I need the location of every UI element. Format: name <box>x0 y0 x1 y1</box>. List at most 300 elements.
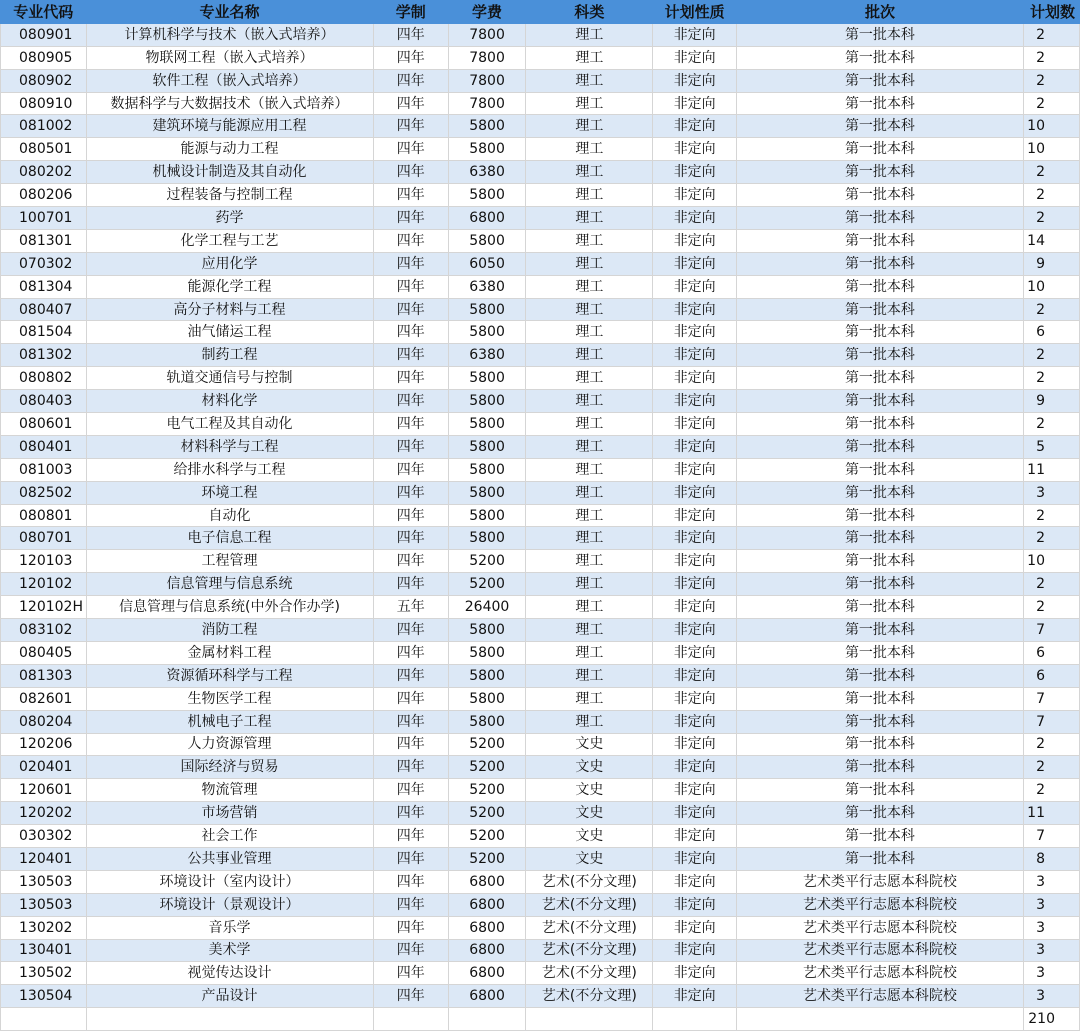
plan-count-cell: 6 <box>1023 641 1079 664</box>
plan-type-cell: 非定向 <box>653 504 736 527</box>
major-code-cell: 130503 <box>1 870 87 893</box>
plan-count-cell: 2 <box>1023 733 1079 756</box>
duration-cell: 四年 <box>373 962 448 985</box>
empty-cell <box>448 1008 525 1031</box>
table-row <box>1 893 1080 916</box>
category-cell: 理工 <box>526 664 653 687</box>
plan-count-cell: 2 <box>1023 92 1079 115</box>
plan-count-cell: 3 <box>1023 916 1079 939</box>
duration-cell: 四年 <box>373 779 448 802</box>
table-row <box>1 641 1080 664</box>
major-name-cell: 资源循环科学与工程 <box>86 664 373 687</box>
tuition-cell: 7800 <box>448 23 525 46</box>
batch-cell: 第一批本科 <box>736 641 1023 664</box>
major-code-cell: 080902 <box>1 69 87 92</box>
category-cell: 文史 <box>526 802 653 825</box>
duration-cell: 四年 <box>373 664 448 687</box>
major-code-cell: 082502 <box>1 481 87 504</box>
category-cell: 理工 <box>526 92 653 115</box>
batch-cell: 第一批本科 <box>736 344 1023 367</box>
batch-cell: 第一批本科 <box>736 504 1023 527</box>
plan-type-cell: 非定向 <box>653 596 736 619</box>
tuition-cell: 5200 <box>448 825 525 848</box>
major-code-cell: 081304 <box>1 275 87 298</box>
plan-type-cell: 非定向 <box>653 252 736 275</box>
duration-cell: 四年 <box>373 802 448 825</box>
tuition-cell: 5800 <box>448 413 525 436</box>
category-cell: 文史 <box>526 779 653 802</box>
table-row <box>1 435 1080 458</box>
category-cell: 理工 <box>526 710 653 733</box>
tuition-cell: 5800 <box>448 367 525 390</box>
plan-type-cell: 非定向 <box>653 847 736 870</box>
plan-count-cell: 11 <box>1023 802 1079 825</box>
plan-count-cell: 6 <box>1023 321 1079 344</box>
tuition-cell: 5800 <box>448 504 525 527</box>
major-name-cell: 油气储运工程 <box>86 321 373 344</box>
duration-cell: 四年 <box>373 550 448 573</box>
major-code-cell: 120102 <box>1 573 87 596</box>
major-code-cell: 080802 <box>1 367 87 390</box>
category-cell: 理工 <box>526 321 653 344</box>
major-code-cell: 130202 <box>1 916 87 939</box>
major-name-cell: 市场营销 <box>86 802 373 825</box>
batch-cell: 第一批本科 <box>736 46 1023 69</box>
plan-type-cell: 非定向 <box>653 870 736 893</box>
plan-type-cell: 非定向 <box>653 367 736 390</box>
batch-cell: 第一批本科 <box>736 138 1023 161</box>
plan-type-cell: 非定向 <box>653 687 736 710</box>
table-row <box>1 825 1080 848</box>
major-code-cell: 100701 <box>1 207 87 230</box>
plan-count-cell: 10 <box>1023 115 1079 138</box>
batch-cell: 第一批本科 <box>736 92 1023 115</box>
table-row <box>1 367 1080 390</box>
category-cell: 艺术(不分文理) <box>526 870 653 893</box>
major-code-cell: 120601 <box>1 779 87 802</box>
major-name-cell: 轨道交通信号与控制 <box>86 367 373 390</box>
plan-type-cell: 非定向 <box>653 825 736 848</box>
tuition-cell: 5800 <box>448 115 525 138</box>
plan-count-cell: 2 <box>1023 184 1079 207</box>
batch-cell: 第一批本科 <box>736 527 1023 550</box>
tuition-cell: 5800 <box>448 229 525 252</box>
category-cell: 理工 <box>526 46 653 69</box>
major-code-cell: 080202 <box>1 161 87 184</box>
tuition-cell: 5800 <box>448 641 525 664</box>
table-row <box>1 870 1080 893</box>
tuition-cell: 7800 <box>448 69 525 92</box>
major-name-cell: 信息管理与信息系统(中外合作办学) <box>86 596 373 619</box>
plan-count-cell: 2 <box>1023 527 1079 550</box>
category-cell: 文史 <box>526 756 653 779</box>
major-code-cell: 081302 <box>1 344 87 367</box>
plan-type-cell: 非定向 <box>653 527 736 550</box>
duration-cell: 四年 <box>373 985 448 1008</box>
major-code-cell: 080905 <box>1 46 87 69</box>
plan-count-cell: 3 <box>1023 939 1079 962</box>
category-cell: 理工 <box>526 367 653 390</box>
duration-cell: 四年 <box>373 825 448 848</box>
tuition-cell: 6380 <box>448 275 525 298</box>
tuition-cell: 5200 <box>448 550 525 573</box>
total-row <box>1 1008 1080 1031</box>
category-cell: 艺术(不分文理) <box>526 962 653 985</box>
batch-cell: 第一批本科 <box>736 69 1023 92</box>
tuition-cell: 5800 <box>448 298 525 321</box>
batch-cell: 第一批本科 <box>736 825 1023 848</box>
tuition-cell: 5200 <box>448 756 525 779</box>
batch-cell: 第一批本科 <box>736 390 1023 413</box>
plan-type-cell: 非定向 <box>653 435 736 458</box>
major-name-cell: 制药工程 <box>86 344 373 367</box>
major-code-cell: 120202 <box>1 802 87 825</box>
plan-count-cell: 10 <box>1023 138 1079 161</box>
duration-cell: 四年 <box>373 115 448 138</box>
plan-type-cell: 非定向 <box>653 779 736 802</box>
total-plan-count: 210 <box>1023 1008 1079 1031</box>
table-row <box>1 92 1080 115</box>
plan-type-cell: 非定向 <box>653 802 736 825</box>
batch-cell: 第一批本科 <box>736 413 1023 436</box>
batch-cell: 第一批本科 <box>736 733 1023 756</box>
major-name-cell: 给排水科学与工程 <box>86 458 373 481</box>
major-name-cell: 环境设计（室内设计） <box>86 870 373 893</box>
duration-cell: 四年 <box>373 893 448 916</box>
major-name-cell: 机械设计制造及其自动化 <box>86 161 373 184</box>
category-cell: 理工 <box>526 229 653 252</box>
major-name-cell: 数据科学与大数据技术（嵌入式培养） <box>86 92 373 115</box>
duration-cell: 四年 <box>373 481 448 504</box>
plan-count-cell: 7 <box>1023 619 1079 642</box>
table-row <box>1 413 1080 436</box>
plan-count-cell: 14 <box>1023 229 1079 252</box>
plan-count-cell: 2 <box>1023 756 1079 779</box>
major-code-cell: 020401 <box>1 756 87 779</box>
major-code-cell: 080403 <box>1 390 87 413</box>
plan-type-cell: 非定向 <box>653 184 736 207</box>
major-name-cell: 能源与动力工程 <box>86 138 373 161</box>
plan-count-cell: 3 <box>1023 481 1079 504</box>
empty-cell <box>86 1008 373 1031</box>
duration-cell: 四年 <box>373 184 448 207</box>
plan-count-cell: 3 <box>1023 893 1079 916</box>
duration-cell: 四年 <box>373 207 448 230</box>
batch-cell: 第一批本科 <box>736 573 1023 596</box>
major-name-cell: 人力资源管理 <box>86 733 373 756</box>
batch-cell: 艺术类平行志愿本科院校 <box>736 870 1023 893</box>
batch-cell: 第一批本科 <box>736 596 1023 619</box>
major-name-cell: 高分子材料与工程 <box>86 298 373 321</box>
tuition-cell: 5800 <box>448 527 525 550</box>
duration-cell: 四年 <box>373 367 448 390</box>
category-cell: 理工 <box>526 207 653 230</box>
batch-cell: 第一批本科 <box>736 481 1023 504</box>
table-row <box>1 619 1080 642</box>
duration-cell: 五年 <box>373 596 448 619</box>
duration-cell: 四年 <box>373 252 448 275</box>
plan-count-cell: 6 <box>1023 664 1079 687</box>
category-cell: 理工 <box>526 550 653 573</box>
plan-count-cell: 2 <box>1023 504 1079 527</box>
major-name-cell: 环境设计（景观设计） <box>86 893 373 916</box>
category-cell: 理工 <box>526 23 653 46</box>
category-cell: 理工 <box>526 641 653 664</box>
major-name-cell: 物流管理 <box>86 779 373 802</box>
plan-type-cell: 非定向 <box>653 664 736 687</box>
category-cell: 理工 <box>526 138 653 161</box>
tuition-cell: 5800 <box>448 710 525 733</box>
category-cell: 理工 <box>526 527 653 550</box>
plan-count-cell: 2 <box>1023 344 1079 367</box>
batch-cell: 艺术类平行志愿本科院校 <box>736 893 1023 916</box>
table-row <box>1 207 1080 230</box>
table-row <box>1 916 1080 939</box>
major-code-cell: 130401 <box>1 939 87 962</box>
tuition-cell: 6800 <box>448 916 525 939</box>
major-code-cell: 081301 <box>1 229 87 252</box>
header-plan-count: 计划数 <box>1023 1 1079 24</box>
header-major-code: 专业代码 <box>1 1 87 24</box>
plan-type-cell: 非定向 <box>653 641 736 664</box>
major-name-cell: 应用化学 <box>86 252 373 275</box>
major-name-cell: 工程管理 <box>86 550 373 573</box>
plan-count-cell: 11 <box>1023 458 1079 481</box>
duration-cell: 四年 <box>373 916 448 939</box>
plan-type-cell: 非定向 <box>653 458 736 481</box>
plan-count-cell: 2 <box>1023 23 1079 46</box>
major-code-cell: 080501 <box>1 138 87 161</box>
table-row <box>1 504 1080 527</box>
tuition-cell: 5800 <box>448 321 525 344</box>
major-name-cell: 社会工作 <box>86 825 373 848</box>
major-code-cell: 080206 <box>1 184 87 207</box>
plan-count-cell: 2 <box>1023 161 1079 184</box>
major-name-cell: 环境工程 <box>86 481 373 504</box>
header-plan-type: 计划性质 <box>653 1 736 24</box>
table-row <box>1 344 1080 367</box>
table-row <box>1 847 1080 870</box>
table-row <box>1 46 1080 69</box>
major-name-cell: 药学 <box>86 207 373 230</box>
tuition-cell: 5800 <box>448 458 525 481</box>
batch-cell: 第一批本科 <box>736 298 1023 321</box>
batch-cell: 艺术类平行志愿本科院校 <box>736 962 1023 985</box>
tuition-cell: 26400 <box>448 596 525 619</box>
major-name-cell: 消防工程 <box>86 619 373 642</box>
plan-count-cell: 7 <box>1023 825 1079 848</box>
duration-cell: 四年 <box>373 527 448 550</box>
batch-cell: 第一批本科 <box>736 802 1023 825</box>
major-code-cell: 120102H <box>1 596 87 619</box>
plan-type-cell: 非定向 <box>653 229 736 252</box>
batch-cell: 第一批本科 <box>736 664 1023 687</box>
duration-cell: 四年 <box>373 46 448 69</box>
major-name-cell: 生物医学工程 <box>86 687 373 710</box>
batch-cell: 第一批本科 <box>736 275 1023 298</box>
empty-cell <box>653 1008 736 1031</box>
duration-cell: 四年 <box>373 733 448 756</box>
tuition-cell: 6800 <box>448 893 525 916</box>
table-row <box>1 275 1080 298</box>
category-cell: 理工 <box>526 298 653 321</box>
major-name-cell: 建筑环境与能源应用工程 <box>86 115 373 138</box>
category-cell: 艺术(不分文理) <box>526 916 653 939</box>
header-tuition: 学费 <box>448 1 525 24</box>
tuition-cell: 5800 <box>448 664 525 687</box>
tuition-cell: 5200 <box>448 802 525 825</box>
tuition-cell: 5800 <box>448 687 525 710</box>
category-cell: 艺术(不分文理) <box>526 939 653 962</box>
batch-cell: 第一批本科 <box>736 115 1023 138</box>
plan-type-cell: 非定向 <box>653 344 736 367</box>
table-row <box>1 664 1080 687</box>
plan-type-cell: 非定向 <box>653 756 736 779</box>
table-row <box>1 985 1080 1008</box>
major-code-cell: 120206 <box>1 733 87 756</box>
tuition-cell: 7800 <box>448 92 525 115</box>
category-cell: 理工 <box>526 413 653 436</box>
table-row <box>1 458 1080 481</box>
plan-count-cell: 10 <box>1023 275 1079 298</box>
plan-type-cell: 非定向 <box>653 893 736 916</box>
table-row <box>1 710 1080 733</box>
tuition-cell: 6800 <box>448 870 525 893</box>
major-code-cell: 080801 <box>1 504 87 527</box>
duration-cell: 四年 <box>373 573 448 596</box>
major-code-cell: 120103 <box>1 550 87 573</box>
table-row <box>1 962 1080 985</box>
batch-cell: 第一批本科 <box>736 207 1023 230</box>
major-code-cell: 081504 <box>1 321 87 344</box>
major-name-cell: 物联网工程（嵌入式培养） <box>86 46 373 69</box>
category-cell: 理工 <box>526 275 653 298</box>
empty-cell <box>373 1008 448 1031</box>
category-cell: 艺术(不分文理) <box>526 893 653 916</box>
major-name-cell: 机械电子工程 <box>86 710 373 733</box>
plan-type-cell: 非定向 <box>653 573 736 596</box>
duration-cell: 四年 <box>373 390 448 413</box>
major-name-cell: 视觉传达设计 <box>86 962 373 985</box>
category-cell: 理工 <box>526 69 653 92</box>
table-row <box>1 252 1080 275</box>
plan-type-cell: 非定向 <box>653 138 736 161</box>
batch-cell: 第一批本科 <box>736 687 1023 710</box>
plan-count-cell: 2 <box>1023 207 1079 230</box>
tuition-cell: 5800 <box>448 390 525 413</box>
major-name-cell: 国际经济与贸易 <box>86 756 373 779</box>
plan-count-cell: 5 <box>1023 435 1079 458</box>
plan-type-cell: 非定向 <box>653 321 736 344</box>
category-cell: 理工 <box>526 115 653 138</box>
table-row <box>1 573 1080 596</box>
plan-count-cell: 2 <box>1023 779 1079 802</box>
duration-cell: 四年 <box>373 687 448 710</box>
major-name-cell: 软件工程（嵌入式培养） <box>86 69 373 92</box>
category-cell: 艺术(不分文理) <box>526 985 653 1008</box>
tuition-cell: 5200 <box>448 779 525 802</box>
table-row <box>1 779 1080 802</box>
tuition-cell: 7800 <box>448 46 525 69</box>
category-cell: 理工 <box>526 252 653 275</box>
category-cell: 理工 <box>526 344 653 367</box>
batch-cell: 第一批本科 <box>736 23 1023 46</box>
major-code-cell: 080204 <box>1 710 87 733</box>
duration-cell: 四年 <box>373 344 448 367</box>
tuition-cell: 6380 <box>448 161 525 184</box>
batch-cell: 第一批本科 <box>736 847 1023 870</box>
header-row <box>1 1 1080 24</box>
tuition-cell: 6800 <box>448 207 525 230</box>
major-code-cell: 080901 <box>1 23 87 46</box>
category-cell: 理工 <box>526 481 653 504</box>
plan-type-cell: 非定向 <box>653 69 736 92</box>
batch-cell: 第一批本科 <box>736 435 1023 458</box>
major-code-cell: 130503 <box>1 893 87 916</box>
major-code-cell: 070302 <box>1 252 87 275</box>
empty-cell <box>736 1008 1023 1031</box>
plan-type-cell: 非定向 <box>653 481 736 504</box>
table-row <box>1 138 1080 161</box>
batch-cell: 第一批本科 <box>736 252 1023 275</box>
batch-cell: 艺术类平行志愿本科院校 <box>736 916 1023 939</box>
duration-cell: 四年 <box>373 413 448 436</box>
batch-cell: 第一批本科 <box>736 756 1023 779</box>
table-row <box>1 687 1080 710</box>
duration-cell: 四年 <box>373 298 448 321</box>
batch-cell: 第一批本科 <box>736 321 1023 344</box>
duration-cell: 四年 <box>373 321 448 344</box>
plan-type-cell: 非定向 <box>653 413 736 436</box>
tuition-cell: 6800 <box>448 939 525 962</box>
plan-type-cell: 非定向 <box>653 550 736 573</box>
plan-type-cell: 非定向 <box>653 710 736 733</box>
category-cell: 文史 <box>526 825 653 848</box>
header-category: 科类 <box>526 1 653 24</box>
plan-type-cell: 非定向 <box>653 962 736 985</box>
plan-count-cell: 2 <box>1023 46 1079 69</box>
category-cell: 理工 <box>526 619 653 642</box>
major-name-cell: 材料化学 <box>86 390 373 413</box>
batch-cell: 艺术类平行志愿本科院校 <box>736 939 1023 962</box>
tuition-cell: 6380 <box>448 344 525 367</box>
table-row <box>1 390 1080 413</box>
table-row <box>1 69 1080 92</box>
table-row <box>1 229 1080 252</box>
major-code-cell: 030302 <box>1 825 87 848</box>
empty-cell <box>526 1008 653 1031</box>
major-name-cell: 电气工程及其自动化 <box>86 413 373 436</box>
category-cell: 理工 <box>526 390 653 413</box>
plan-count-cell: 8 <box>1023 847 1079 870</box>
duration-cell: 四年 <box>373 619 448 642</box>
table-row <box>1 184 1080 207</box>
plan-count-cell: 2 <box>1023 573 1079 596</box>
major-name-cell: 公共事业管理 <box>86 847 373 870</box>
table-row <box>1 115 1080 138</box>
duration-cell: 四年 <box>373 23 448 46</box>
plan-count-cell: 2 <box>1023 596 1079 619</box>
table-row <box>1 550 1080 573</box>
duration-cell: 四年 <box>373 229 448 252</box>
plan-count-cell: 9 <box>1023 390 1079 413</box>
tuition-cell: 5200 <box>448 733 525 756</box>
major-code-cell: 080601 <box>1 413 87 436</box>
plan-type-cell: 非定向 <box>653 985 736 1008</box>
plan-count-cell: 9 <box>1023 252 1079 275</box>
plan-count-cell: 3 <box>1023 870 1079 893</box>
tuition-cell: 5800 <box>448 435 525 458</box>
